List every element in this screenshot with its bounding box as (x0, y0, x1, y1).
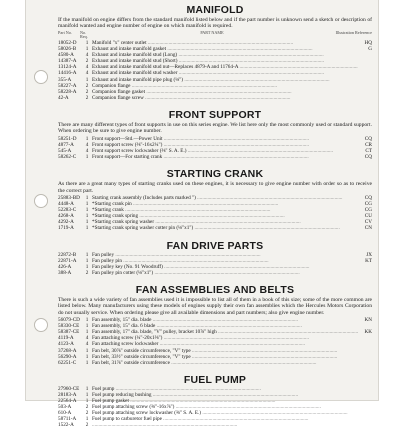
part-name: Fan assembly, 15" dia. blade ..... (92, 317, 358, 323)
section-title: MANIFOLD (186, 4, 244, 16)
part-name: Fuel pump to carburetor fuel pipe ..... (92, 416, 358, 422)
quantity-required: 1 (85, 46, 89, 53)
part-name: Exhaust and intake manifold stud (Short) ..... (92, 58, 358, 64)
part-number: 22564-A (58, 398, 77, 405)
part-row (58, 422, 372, 428)
part-name: Exhaust and intake manifold stud washer ..... (92, 70, 358, 76)
part-number: 1719-A (58, 225, 74, 232)
quantity-required: 1 (85, 219, 89, 226)
part-name: Fuel pump reducing bushing ..... (92, 392, 358, 398)
section-title: STARTING CRANK (166, 168, 264, 181)
section-intro: There are many different types of front supports in use on this series engine. We list here only the most commonly used or standard support. When ordering be sure to give engine number. (58, 121, 372, 135)
quantity-required: 1 (85, 194, 89, 201)
part-name: Fan attaching screw lockwasher ..... (92, 341, 358, 347)
part-number: 4119-A (58, 335, 74, 342)
quantity-required: 2 (85, 422, 89, 429)
part-number: 42-A (58, 94, 69, 101)
part-name: Exhaust and intake manifold stud (Long) ..... (92, 52, 358, 58)
binder-holes (34, 0, 48, 400)
section (58, 4, 372, 101)
quantity-required: 1 (85, 359, 89, 366)
illustration-reference: KT (365, 257, 372, 264)
illustration-reference: CG (364, 207, 372, 214)
part-number: 14416-A (58, 70, 77, 77)
quantity-required: 1 (85, 353, 89, 360)
section-title: FAN DRIVE PARTS (166, 239, 264, 252)
quantity-required: 1 (85, 263, 89, 270)
quantity-required: 1 (85, 398, 89, 405)
column-headers (58, 31, 372, 40)
illustration-reference (358, 270, 372, 276)
part-name: Exhaust and intake manifold stud nut—Replaces 4879-A and 11764-A ..... (92, 64, 358, 70)
part-name: *Starting crank ..... (92, 207, 358, 213)
section (58, 240, 372, 276)
quantity-required: 4 (85, 64, 89, 71)
part-row (58, 270, 372, 276)
part-name: Fan pulley pin ..... (92, 258, 358, 264)
section-title: FAN ASSEMBLIES AND BELTS (135, 283, 295, 296)
part-number: 27960-CE (58, 385, 80, 392)
illustration-reference: CT (365, 147, 372, 154)
section (58, 284, 372, 366)
part-name: Front support screw lockwasher (⅜" S. A. E.) ..... (92, 148, 358, 154)
part-number: 610-A (58, 410, 72, 417)
illustration-reference: CQ (364, 135, 372, 142)
part-number: 58330-CE (58, 323, 80, 330)
illustration-reference: KK (364, 329, 372, 336)
illustration-reference (358, 360, 372, 366)
quantity-required: 1 (85, 135, 89, 142)
part-number: 52283-C (58, 207, 77, 214)
part-name: *Starting crank spring washer cotter pin (⅛"x1") ..... (92, 225, 358, 231)
quantity-required: 4 (85, 70, 89, 77)
part-number: 56079-CD (58, 317, 80, 324)
part-name: *Starting crank pin ..... (92, 201, 358, 207)
part-number: 14387-A (58, 58, 77, 65)
part-number: 58228-A (58, 88, 77, 95)
quantity-required: 1 (85, 317, 89, 324)
quantity-required: 2 (85, 404, 89, 411)
quantity-required: 2 (85, 94, 89, 101)
part-name: Companion flange screw ..... (92, 95, 358, 101)
part-number: 37268-A (58, 347, 77, 354)
part-name: Fan pulley ..... (92, 252, 358, 258)
part-number: 58387-CE (58, 329, 80, 336)
part-row (58, 95, 372, 101)
illustration-reference: CR (365, 141, 372, 148)
part-number: 4580-A (58, 52, 74, 59)
quantity-required: 1 (85, 213, 89, 220)
page-content (58, 0, 372, 429)
part-name: Front support—For starting crank ..... (92, 154, 358, 160)
binder-hole (34, 194, 48, 208)
quantity-required: 4 (85, 141, 89, 148)
part-name: Front support—Std.—Power Unit ..... (92, 136, 358, 142)
quantity-required: 4 (85, 147, 89, 154)
section-title: FUEL PUMP (183, 373, 247, 386)
part-number: 4877-A (58, 141, 74, 148)
part-number: 388-A (58, 269, 72, 276)
part-name: Fan assembly, 15" dia. 6 blade ..... (92, 323, 358, 329)
part-name: Companion flange gasket ..... (92, 89, 358, 95)
illustration-reference: CN (364, 225, 372, 232)
part-name: Fuel pump gasket ..... (92, 398, 358, 404)
section-intro: There is such a wide variety of fan assemblies used it is impossible to list all of them in a book of this size; some of the more common are listed below. Many manufacturers using these models of engines supply their own fan assemblies which the Hercules Motors Corporation do not usually service. When ordering please give all available dimensions and part numbers; also give engine number. (58, 296, 372, 316)
part-number: 355-A (58, 76, 72, 83)
illustration-reference: JX (366, 251, 372, 258)
illustration-reference: CV (364, 219, 372, 226)
part-name: Fuel pump ..... (92, 386, 358, 392)
quantity-required: 1 (85, 40, 89, 46)
quantity-required: 1 (85, 391, 89, 398)
parts-catalog-page (26, 0, 378, 429)
part-name: Fan belt, 33½" outside circumference, "V" type ..... (92, 354, 358, 360)
part-number: 25883-BD (58, 194, 80, 201)
illustration-reference: G (368, 46, 372, 53)
quantity-required: 2 (85, 82, 89, 89)
part-name: Fuel pump attaching screw lockwasher (⅜" S. A. E.) ..... (92, 410, 358, 416)
quantity-required: 2 (85, 269, 89, 276)
part-row (58, 225, 372, 231)
quantity-required: 4 (85, 335, 89, 342)
part-number: 58026-B (58, 46, 77, 53)
part-name: Exhaust and intake manifold pipe plug (⅛") ..... (92, 77, 358, 83)
quantity-required: 1 (85, 207, 89, 214)
part-number: 62251-C (58, 359, 77, 366)
part-name: *Starting crank spring ..... (92, 213, 358, 219)
part-number: 426-A (58, 263, 72, 270)
quantity-required: 2 (85, 88, 89, 95)
part-number: 22872-B (58, 251, 77, 258)
column-header: No. Req. (80, 29, 88, 40)
part-name: Fan assembly, 17" dia. blade, "V" pulley, bracket 10⅞" high ..... (92, 329, 358, 335)
quantity-required: 1 (85, 323, 89, 330)
column-header: Illustration Reference (335, 29, 372, 35)
part-name: Fan belt, 30⅞" outside circumference, "V" type ..... (92, 348, 358, 354)
part-number: 4448-A (58, 201, 74, 208)
quantity-required: 1 (85, 154, 89, 161)
part-number: 58227-A (58, 82, 77, 89)
part-number: 545-A (58, 147, 72, 154)
illustration-reference: CG (364, 201, 372, 208)
quantity-required: 1 (85, 251, 89, 258)
part-number: 4268-A (58, 213, 74, 220)
illustration-reference: CQ (364, 194, 372, 201)
quantity-required: 2 (85, 410, 89, 417)
illustration-reference (358, 95, 372, 101)
part-number: 56290-A (58, 353, 77, 360)
section (58, 374, 372, 429)
part-name: Fan pulley key (No. 91 Woodruff) ..... (92, 264, 358, 270)
illustration-reference (358, 422, 372, 428)
column-header: Part No. (58, 29, 72, 35)
part-name: Fuel pump attaching screw (⅜"-16x⅞") ..... (92, 404, 358, 410)
part-number: 13124-A (58, 64, 77, 71)
part-number: 58251-D (58, 135, 77, 142)
quantity-required: 1 (85, 225, 89, 232)
illustration-reference: HQ (364, 40, 372, 46)
part-number: 58262-C (58, 154, 77, 161)
column-header: PART NAME (200, 29, 224, 35)
section-title: FRONT SUPPORT (168, 108, 262, 121)
part-name: Manifold "x" center outlet ..... (92, 40, 358, 46)
quantity-required: 1 (85, 257, 89, 264)
binder-hole (34, 318, 48, 332)
part-name: Fan pulley pin cotter (⅛"x1") ..... (92, 270, 358, 276)
part-number: 18052-D (58, 40, 77, 46)
quantity-required: 2 (85, 58, 89, 65)
quantity-required: 1 (85, 416, 89, 423)
part-number: 4123-A (58, 341, 74, 348)
section (58, 168, 372, 231)
part-number: 1522-A (58, 422, 74, 429)
illustration-reference: CQ (364, 154, 372, 161)
part-number: 503-A (58, 404, 72, 411)
part-row (58, 360, 372, 366)
part-name: Fan belt, 31⅞" outside circumference ..... (92, 360, 358, 366)
binder-hole (34, 70, 48, 84)
illustration-reference: CU (364, 213, 372, 220)
part-name: Starting crank assembly (Includes parts marked ") ..... (92, 195, 358, 201)
quantity-required: 1 (85, 347, 89, 354)
quantity-required: 1 (85, 385, 89, 392)
quantity-required: 1 (85, 76, 89, 83)
part-row (58, 154, 372, 160)
section-intro: If the manifold on engine differs from the standard manifold listed below and if the part number is unknown send a sketch or description of manifold wanted and engine number of engine on which manifold is required. (58, 17, 372, 30)
part-name: Fan attaching screw (¼"-20x1⅜") ..... (92, 335, 358, 341)
part-number: 58711-A (58, 416, 77, 423)
part-number: 28183-A (58, 391, 77, 398)
illustration-reference: KN (364, 317, 372, 324)
part-number: 4292-A (58, 219, 74, 226)
quantity-required: 4 (85, 341, 89, 348)
part-name: Front support screw (⅜"-16x2¼") ..... (92, 142, 358, 148)
part-name (92, 422, 358, 428)
part-name: Companion flange ..... (92, 83, 358, 89)
quantity-required: 1 (85, 201, 89, 208)
section-intro: As there are a great many types of starting cranks used on these engines, it is necessary to give engine number with order so as to receive the correct part. (58, 181, 372, 194)
part-name: *Starting crank spring washer ..... (92, 219, 358, 225)
part-name: Exhaust and intake manifold gasket ..... (92, 46, 358, 52)
section (58, 109, 372, 160)
quantity-required: 4 (85, 52, 89, 59)
quantity-required: 1 (85, 329, 89, 336)
part-number: 22871-A (58, 257, 77, 264)
